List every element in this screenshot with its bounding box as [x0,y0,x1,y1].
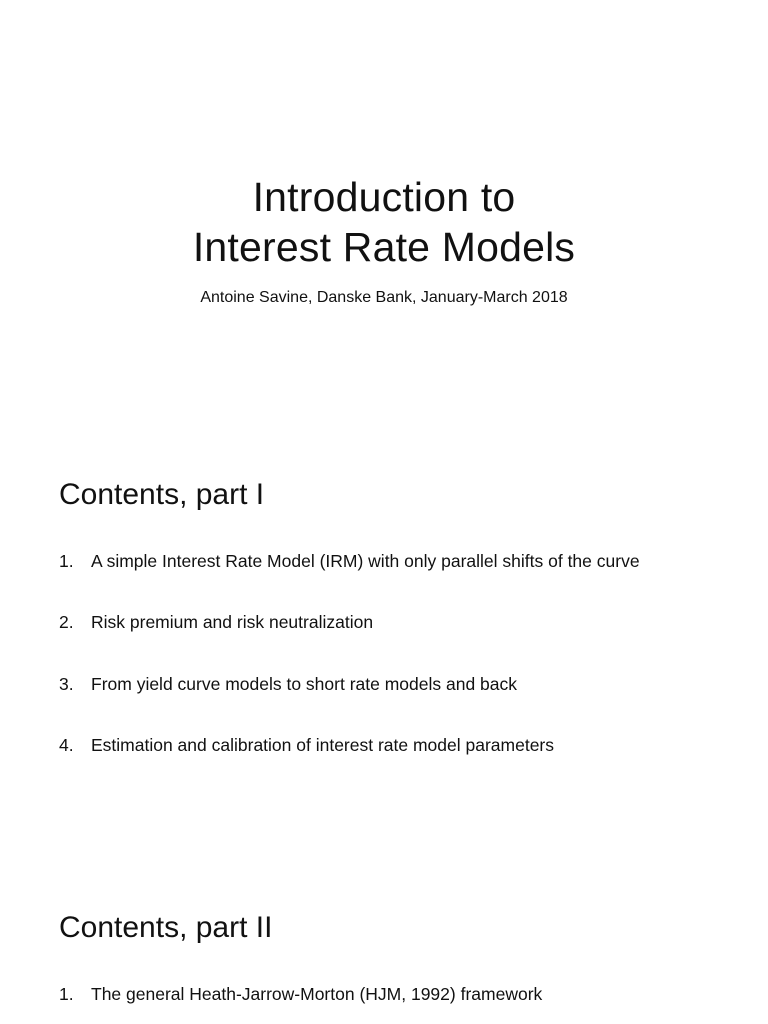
list-item-number: 1. [59,984,74,1004]
list-item [59,983,542,1005]
title-block [0,172,768,272]
list-item-number: 4. [59,735,74,755]
contents-part-2-heading: Contents, part II [59,911,273,944]
list-item [59,611,373,633]
contents-part-1-heading: Contents, part I [59,478,265,511]
title-line-2: Interest Rate Models [192,224,576,270]
list-item-number: 2. [59,612,74,632]
list-item-text: From yield curve models to short rate models and back [91,674,518,694]
list-item [59,550,640,572]
list-item-number: 3. [59,674,74,694]
list-item-text: A simple Interest Rate Model (IRM) with only parallel shifts of the curve [91,551,640,571]
list-item [59,673,517,695]
list-item-text: Risk premium and risk neutralization [91,612,374,632]
author-subtitle: Antoine Savine, Danske Bank, January-March 2018 [200,289,568,306]
list-item-number: 1. [59,551,74,571]
list-item [59,734,554,756]
list-item-text: The general Heath-Jarrow-Morton (HJM, 1992) framework [91,984,543,1004]
title-line-1: Introduction to [252,174,516,220]
list-item-text: Estimation and calibration of interest rate model parameters [91,735,555,755]
